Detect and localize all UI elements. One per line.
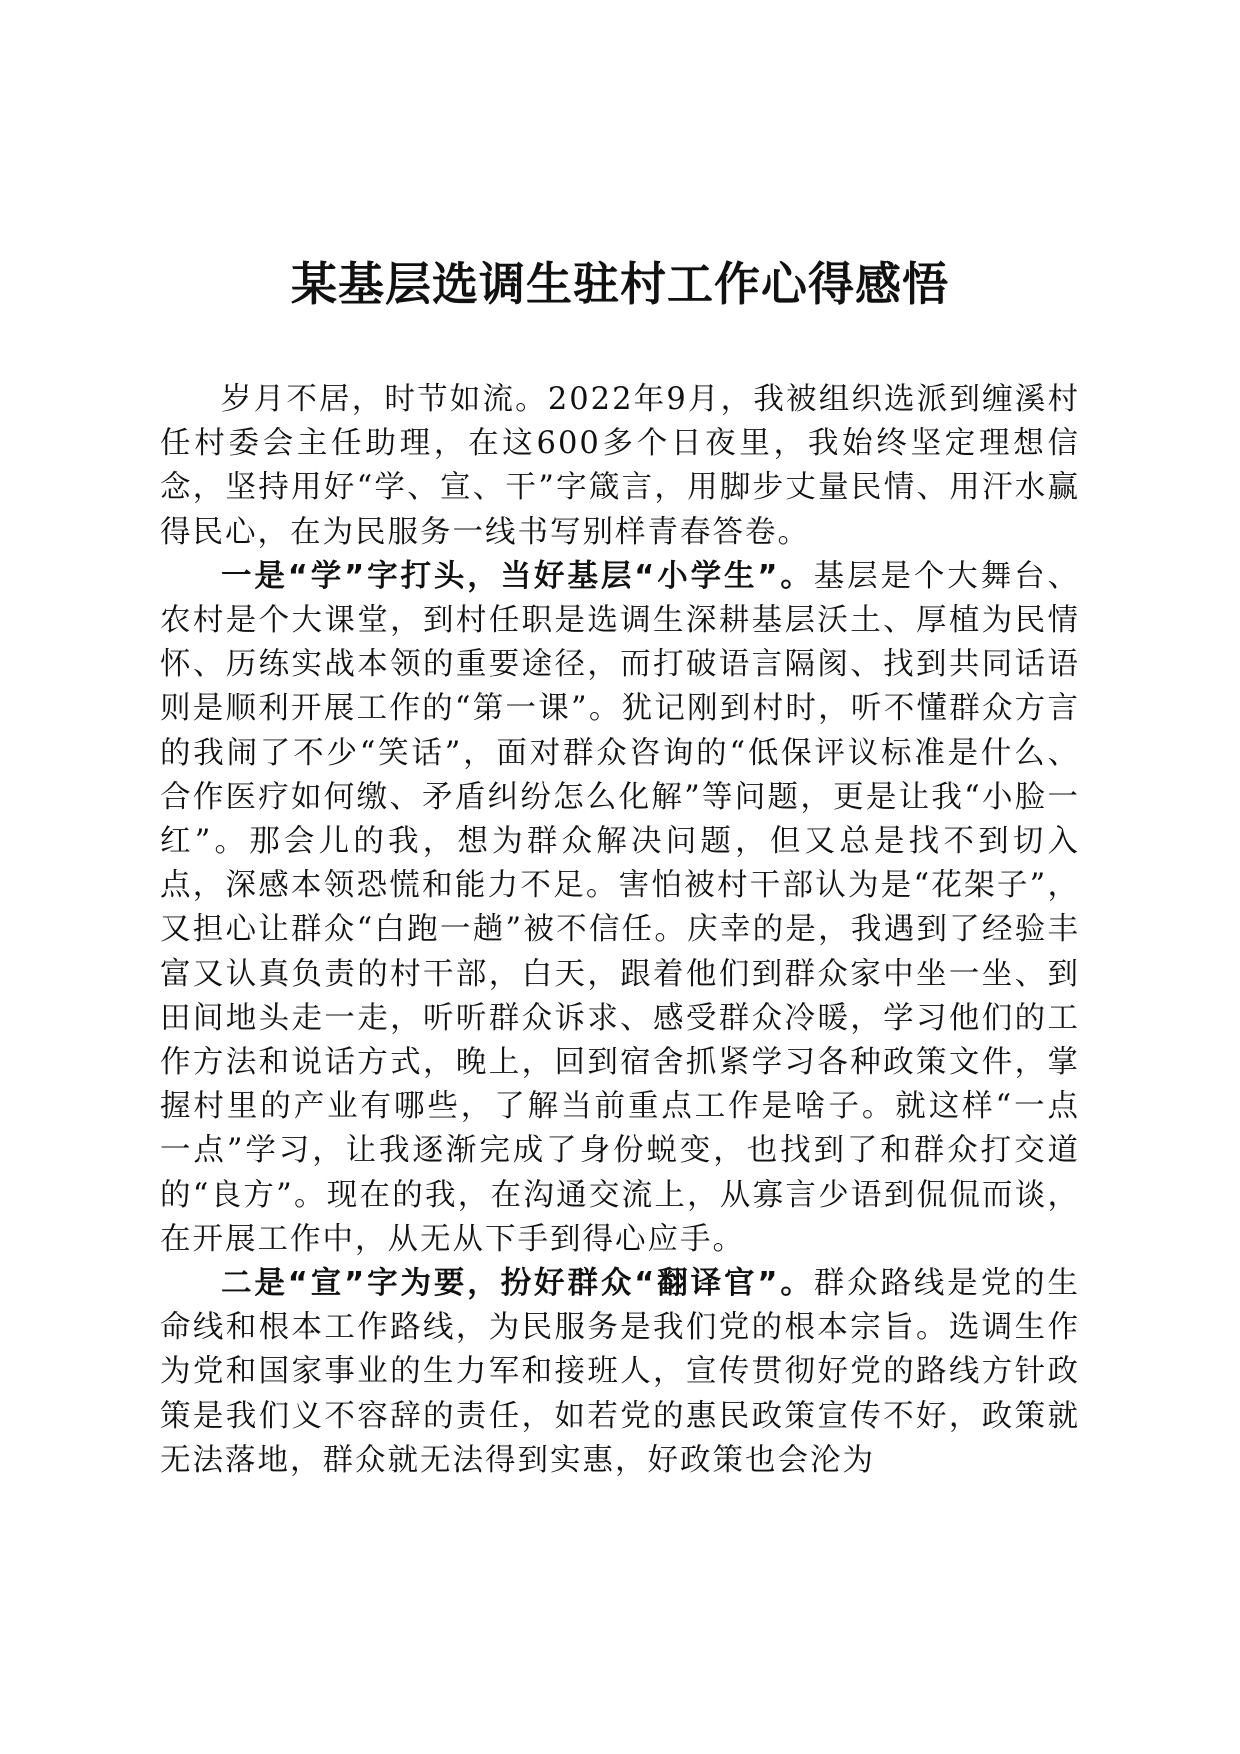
document-title: 某基层选调生驻村工作心得感悟	[291, 257, 949, 311]
document-body	[160, 378, 1080, 1483]
paragraph-study	[160, 555, 1080, 1262]
paragraph-publicize	[160, 1262, 1080, 1483]
paragraph-text: 基层是个大舞台、农村是个大课堂，到村任职是选调生深耕基层沃土、厚植为民情怀、历练实战本领的重要途径，而打破语言隔阂、找到共同话语则是顺利开展工作的“第一课”。犹记刚到村时，听不懂群众方言的我闹了不少“笑话”，面对群众咨询的“低保评议标准是什么、合作医疗如何缴、矛盾纠纷怎么化解”等问题，更是让我“小脸一红”。那会儿的我，想为群众解决问题，但又总是找不到切入点，深感本领恐慌和能力不足。害怕被村干部认为是“花架子”，又担心让群众“白跑一趟”被不信任。庆幸的是，我遇到了经验丰富又认真负责的村干部，白天，跟着他们到群众家中坐一坐、到田间地头走一走，听听群众诉求、感受群众冷暖，学习他们的工作方法和说话方式，晚上，回到宿舍抓紧学习各种政策文件，掌握村里的产业有哪些，了解当前重点工作是啥子。就这样“一点一点”学习，让我逐渐完成了身份蜕变，也找到了和群众打交道的“良方”。现在的我，在沟通交流上，从寡言少语到侃侃而谈，在开展工作中，从无从下手到得心应手。	[160, 558, 1080, 1257]
paragraph-text: 群众路线是党的生命线和根本工作路线，为民服务是我们党的根本宗旨。选调生作为党和国家事业的生力军和接班人，宣传贯彻好党的路线方针政策是我们义不容辞的责任，如若党的惠民政策宣传不好，政策就无法落地，群众就无法得到实惠，好政策也会沦为	[160, 1266, 1080, 1478]
paragraph-intro	[160, 378, 1080, 555]
paragraph-lead: 一是“学”字打头，当好基层“小学生”。	[221, 558, 814, 594]
paragraph-lead: 二是“宣”字为要，扮好群众“翻译官”。	[221, 1266, 814, 1302]
paragraph-text: 岁月不居，时节如流。2022年9月，我被组织选派到缠溪村任村委会主任助理，在这600多个日夜里，我始终坚定理想信念，坚持用好“学、宣、干”字箴言，用脚步丈量民情、用汗水赢得民心，在为民服务一线书写别样青春答卷。	[160, 382, 1080, 550]
